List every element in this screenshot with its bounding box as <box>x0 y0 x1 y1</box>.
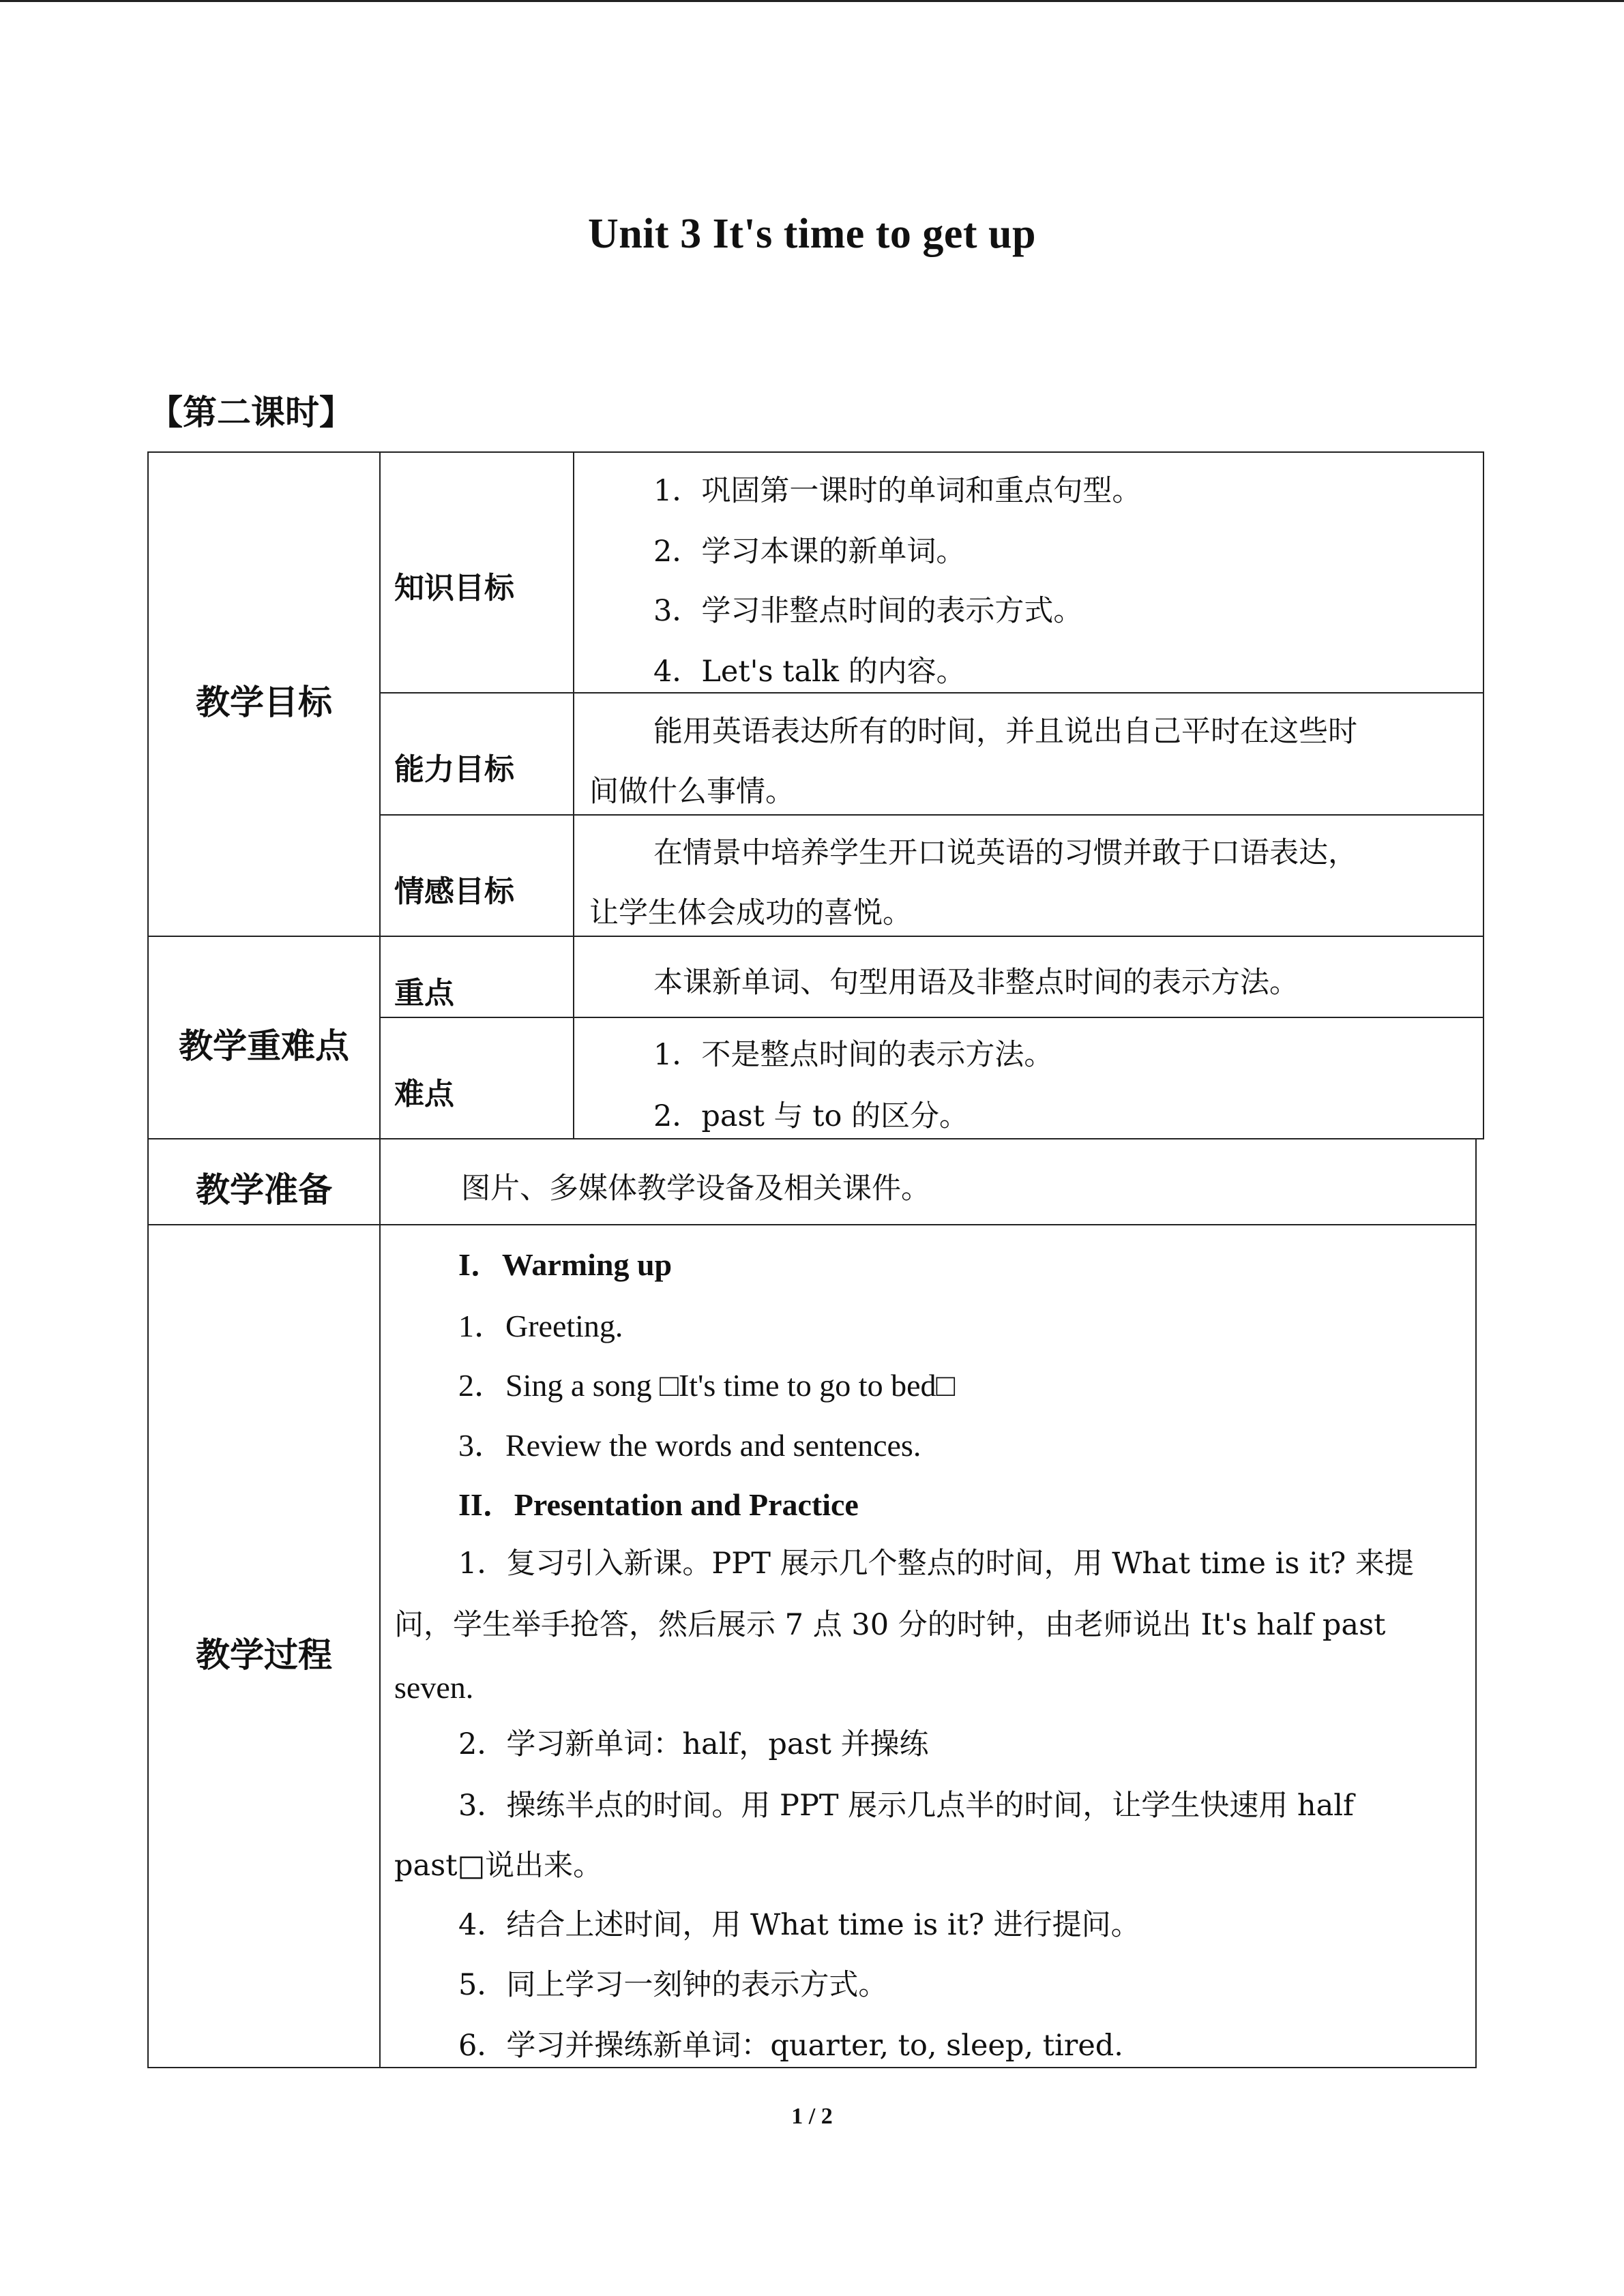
page-title: Unit 3 It's time to get up <box>587 211 1037 257</box>
knowledge-item-4: 4．Let's talk 的内容。 <box>653 655 966 689</box>
key-difficult-label: 教学重难点 <box>179 1026 349 1066</box>
emotion-line-2: 让学生体会成功的喜悦。 <box>589 896 912 930</box>
section-warming-up: I．Warming up <box>458 1247 673 1282</box>
difficult-item-1: 1．不是整点时间的表示方法。 <box>653 1038 1054 1072</box>
section-presentation: II．Presentation and Practice <box>458 1487 859 1522</box>
ability-line-1: 能用英语表达所有的时间，并且说出自己平时在这些时 <box>653 715 1357 749</box>
process-line-5: 3．操练半点的时间。用 PPT 展示几点半的时间，让学生快速用 half <box>458 1789 1354 1823</box>
top-rule <box>0 0 1624 2</box>
warmup-item-1: 1．Greeting. <box>458 1309 623 1343</box>
warmup-item-2: 2．Sing a song □It's time to go to bed□ <box>458 1368 956 1403</box>
knowledge-item-1: 1．巩固第一课时的单词和重点句型。 <box>653 474 1142 508</box>
process-line-7: 4．结合上述时间，用 What time is it? 进行提问。 <box>458 1908 1140 1942</box>
process-line-1: 1．复习引入新课。PPT 展示几个整点的时间，用 What time is it? 来提 <box>458 1547 1414 1581</box>
emotion-line-1: 在情景中培养学生开口说英语的习惯并敢于口语表达， <box>653 836 1357 870</box>
process-line-4: 2．学习新单词：half，past 并操练 <box>458 1727 929 1761</box>
preparation-text: 图片、多媒体教学设备及相关课件。 <box>461 1172 930 1206</box>
objectives-label: 教学目标 <box>196 683 332 722</box>
preparation-label: 教学准备 <box>196 1170 332 1210</box>
knowledge-item-2: 2．学习本课的新单词。 <box>653 535 966 569</box>
process-line-6: past□说出来。 <box>394 1849 603 1883</box>
process-line-9: 6．学习并操练新单词：quarter, to, sleep, tired. <box>458 2029 1123 2063</box>
difficult-item-2: 2．past 与 to 的区分。 <box>653 1099 969 1133</box>
process-line-2: 问，学生举手抢答，然后展示 7 点 30 分的时钟，由老师说出 It's half past <box>394 1608 1386 1642</box>
key-text: 本课新单词、句型用语及非整点时间的表示方法。 <box>653 966 1299 1000</box>
emotion-label: 情感目标 <box>394 874 514 909</box>
process-label: 教学过程 <box>196 1635 332 1675</box>
difficult-label: 难点 <box>394 1077 454 1112</box>
key-label: 重点 <box>394 976 454 1011</box>
knowledge-label: 知识目标 <box>394 571 514 606</box>
process-line-8: 5．同上学习一刻钟的表示方式。 <box>458 1968 888 2002</box>
ability-line-2: 间做什么事情。 <box>589 775 795 809</box>
warmup-item-3: 3．Review the words and sentences. <box>458 1428 921 1463</box>
knowledge-item-3: 3．学习非整点时间的表示方式。 <box>653 594 1083 628</box>
process-line-3: seven. <box>394 1670 474 1705</box>
page-number: 1 / 2 <box>791 2104 833 2129</box>
lesson-label: 【第二课时】 <box>149 393 353 432</box>
ability-label: 能力目标 <box>394 752 514 787</box>
